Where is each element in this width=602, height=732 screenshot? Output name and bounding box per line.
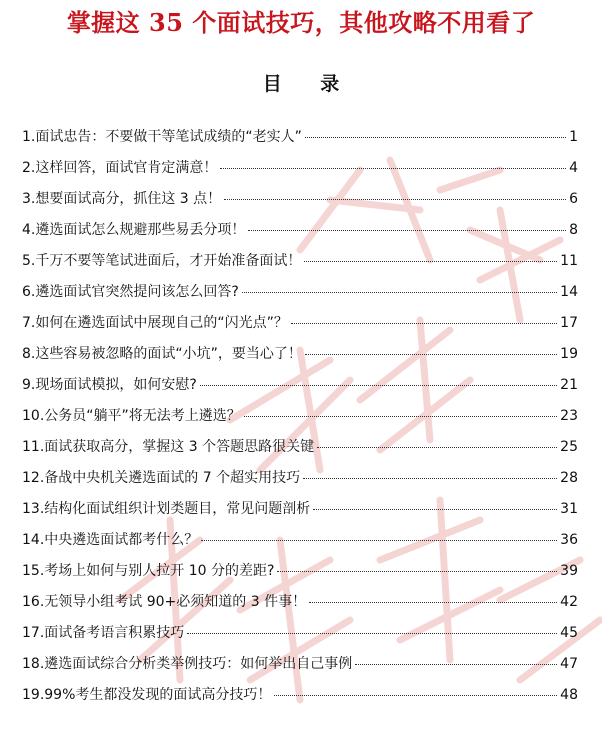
toc-entry-page: 1: [569, 129, 578, 145]
toc-leader-dots: [244, 416, 557, 417]
toc-leader-dots: [355, 664, 557, 665]
toc-entry[interactable]: [22, 157, 578, 188]
toc-leader-dots: [224, 199, 566, 200]
toc-entry-label: 8.这些容易被忽略的面试“小坑”，要当心了！: [22, 346, 302, 362]
toc-leader-dots: [248, 230, 566, 231]
toc-entry-page: 21: [560, 377, 578, 393]
toc-entry-label: 16.无领导小组考试 90+必须知道的 3 件事！: [22, 594, 307, 610]
toc-entry-label: 19.99%考生都没发现的面试高分技巧！: [22, 687, 272, 703]
toc-leader-dots: [303, 478, 557, 479]
toc-leader-dots: [317, 447, 557, 448]
toc-leader-dots: [187, 633, 557, 634]
toc-entry-page: 28: [560, 470, 578, 486]
toc-entry[interactable]: [22, 467, 578, 498]
table-of-contents: [22, 126, 578, 715]
toc-entry-page: 11: [560, 253, 578, 269]
toc-leader-dots: [305, 354, 557, 355]
toc-entry-page: 6: [569, 191, 578, 207]
toc-entry[interactable]: [22, 219, 578, 250]
toc-entry[interactable]: [22, 188, 578, 219]
toc-leader-dots: [313, 509, 557, 510]
toc-entry-page: 45: [560, 625, 578, 641]
toc-leader-dots: [274, 695, 557, 696]
toc-entry-label: 11.面试获取高分，掌握这 3 个答题思路很关键: [22, 439, 315, 455]
toc-entry-label: 4.遴选面试怎么规避那些易丢分项！: [22, 222, 246, 238]
toc-entry-label: 17.面试备考语言积累技巧: [22, 625, 185, 641]
toc-entry[interactable]: [22, 653, 578, 684]
document-title: 掌握这 35 个面试技巧，其他攻略不用看了: [66, 8, 536, 37]
toc-entry[interactable]: [22, 405, 578, 436]
toc-entry[interactable]: [22, 529, 578, 560]
toc-entry[interactable]: [22, 591, 578, 622]
toc-entry-page: 14: [560, 284, 578, 300]
toc-leader-dots: [220, 168, 566, 169]
toc-entry-page: 23: [560, 408, 578, 424]
toc-entry[interactable]: [22, 436, 578, 467]
toc-entry-page: 48: [560, 687, 578, 703]
toc-entry-page: 47: [560, 656, 578, 672]
toc-entry[interactable]: [22, 343, 578, 374]
toc-entry-label: 3.想要面试高分，抓住这 3 点！: [22, 191, 222, 207]
toc-entry[interactable]: [22, 622, 578, 653]
toc-entry-page: 25: [560, 439, 578, 455]
toc-entry-label: 15.考场上如何与别人拉开 10 分的差距?: [22, 563, 275, 579]
toc-entry-label: 7.如何在遴选面试中展现自己的“闪光点”？: [22, 315, 288, 331]
toc-entry-label: 13.结构化面试组织计划类题目，常见问题剖析: [22, 501, 311, 517]
toc-entry[interactable]: [22, 281, 578, 312]
toc-entry-page: 42: [560, 594, 578, 610]
toc-entry-label: 12.备战中央机关遴选面试的 7 个超实用技巧: [22, 470, 301, 486]
toc-leader-dots: [304, 261, 557, 262]
toc-entry-page: 8: [569, 222, 578, 238]
toc-leader-dots: [309, 602, 557, 603]
toc-heading: 目 录: [262, 73, 356, 95]
toc-entry[interactable]: [22, 126, 578, 157]
toc-entry-label: 5.千万不要等笔试进面后，才开始准备面试！: [22, 253, 302, 269]
toc-entry[interactable]: [22, 374, 578, 405]
toc-entry[interactable]: [22, 684, 578, 715]
toc-entry-page: 39: [560, 563, 578, 579]
toc-entry[interactable]: [22, 250, 578, 281]
toc-entry-label: 1.面试忠告：不要做干等笔试成绩的“老实人”: [22, 129, 302, 145]
toc-entry-page: 4: [569, 160, 578, 176]
toc-entry-label: 2.这样回答，面试官肯定满意！: [22, 160, 218, 176]
toc-entry-page: 31: [560, 501, 578, 517]
toc-leader-dots: [277, 571, 557, 572]
toc-entry[interactable]: [22, 498, 578, 529]
toc-entry-page: 36: [560, 532, 578, 548]
toc-entry-page: 19: [560, 346, 578, 362]
toc-entry-label: 14.中央遴选面试都考什么？: [22, 532, 199, 548]
toc-leader-dots: [305, 137, 566, 138]
toc-entry-label: 6.遴选面试官突然提问该怎么回答?: [22, 284, 239, 300]
toc-leader-dots: [291, 323, 557, 324]
toc-leader-dots: [242, 292, 557, 293]
toc-entry-label: 10.公务员“躺平”将无法考上遴选？: [22, 408, 241, 424]
toc-entry[interactable]: [22, 312, 578, 343]
toc-entry-label: 18.遴选面试综合分析类举例技巧：如何举出自己事例: [22, 656, 353, 672]
toc-entry-page: 17: [560, 315, 578, 331]
toc-leader-dots: [201, 540, 557, 541]
toc-leader-dots: [200, 385, 557, 386]
toc-entry[interactable]: [22, 560, 578, 591]
toc-entry-label: 9.现场面试模拟，如何安慰?: [22, 377, 197, 393]
